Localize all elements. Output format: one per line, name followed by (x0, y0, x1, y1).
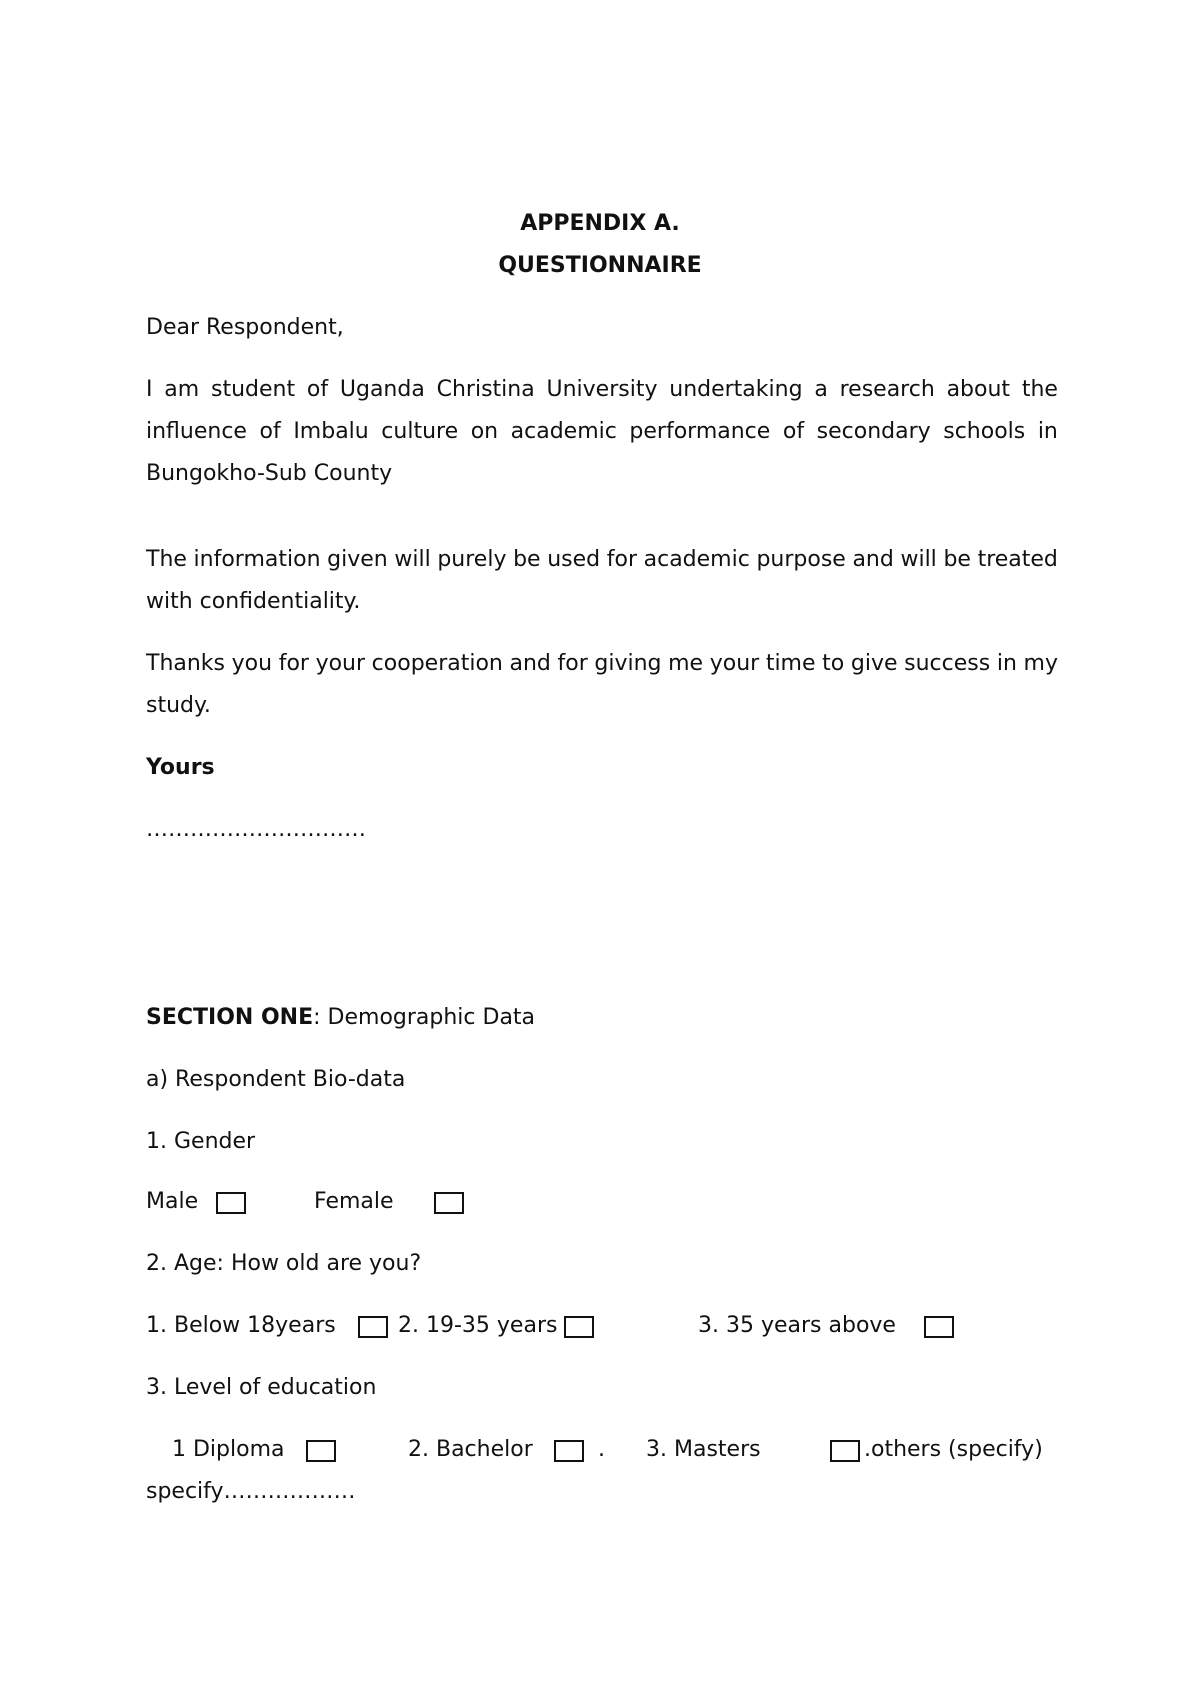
intro-line-2-word: on (470, 419, 499, 444)
info-line-1-word: purely (437, 547, 507, 572)
info-line-1-word: will (394, 547, 431, 572)
section-heading (146, 1004, 535, 1032)
intro-line-2-word: of (259, 419, 281, 444)
thanks-line-2: study. (146, 693, 211, 718)
intro-line-3: Bungokho-Sub County (146, 461, 393, 486)
signature-line: ………………………… (146, 817, 366, 842)
age-question: 2. Age: How old are you? (146, 1251, 422, 1276)
info-line-1-word: purpose (756, 547, 846, 572)
info-line-1-word: The (146, 547, 187, 572)
gender-option-female-label: Female (314, 1189, 394, 1214)
intro-line-1-word: Uganda (339, 377, 425, 402)
thanks-line-1-word: give (850, 651, 898, 676)
thanks-line-1-word: in (996, 651, 1017, 676)
intro-line-2-word: influence (146, 419, 247, 444)
thanks-line-1-word: you (231, 651, 273, 676)
intro-line-1 (146, 376, 1058, 404)
intro-line-1-word: student (210, 377, 296, 402)
thanks-line-1-word: cooperation (371, 651, 503, 676)
age-option-1-label: 1. Below 18years (146, 1313, 336, 1338)
intro-line-2-word: Imbalu (293, 419, 369, 444)
education-specify-line: specify……………… (146, 1479, 356, 1504)
section-title: : Demographic Data (313, 1005, 536, 1030)
intro-line-1-word: of (306, 377, 329, 402)
intro-line-2-word: in (1037, 419, 1058, 444)
age-below-18-checkbox[interactable] (358, 1316, 388, 1338)
intro-line-1-word: University (546, 377, 658, 402)
intro-line-1-word: research (839, 377, 935, 402)
education-masters-checkbox[interactable] (830, 1440, 860, 1462)
intro-line-2-word: schools (943, 419, 1026, 444)
intro-line-2-word: academic (510, 419, 617, 444)
info-line-1-word: treated (977, 547, 1058, 572)
education-diploma-checkbox[interactable] (306, 1440, 336, 1462)
intro-line-1-word: about (946, 377, 1011, 402)
education-option-others-label: .others (specify) (864, 1437, 1043, 1462)
info-line-1-word: will (900, 547, 937, 572)
thanks-line-1-word: for (557, 651, 588, 676)
thanks-line-1-word: success (904, 651, 991, 676)
gender-female-checkbox[interactable] (434, 1192, 464, 1214)
intro-line-2-word: culture (381, 419, 459, 444)
thanks-line-1-word: my (1023, 651, 1058, 676)
thanks-line-1-word: your (709, 651, 760, 676)
info-line-2: with confidentiality. (146, 589, 361, 614)
thanks-line-1-word: your (315, 651, 366, 676)
intro-line-2 (146, 418, 1058, 446)
education-separator-dot: . (598, 1437, 605, 1462)
intro-line-1-word: I (146, 377, 153, 402)
questionnaire-title: QUESTIONNAIRE (498, 253, 702, 278)
appendix-title: APPENDIX A. (520, 211, 680, 236)
intro-line-2-word: performance (629, 419, 771, 444)
age-35-above-checkbox[interactable] (924, 1316, 954, 1338)
thanks-line-1-word: time (765, 651, 816, 676)
intro-line-2-word: of (782, 419, 805, 444)
thanks-line-1-word: and (509, 651, 551, 676)
info-line-1-word: be (943, 547, 971, 572)
education-question: 3. Level of education (146, 1375, 377, 1400)
intro-line-1-word: undertaking (669, 377, 803, 402)
thanks-line-1-word: giving (594, 651, 662, 676)
thanks-line-1 (146, 650, 1058, 678)
closing-yours: Yours (146, 755, 215, 780)
salutation: Dear Respondent, (146, 315, 344, 340)
info-line-1-word: academic (643, 547, 750, 572)
education-option-masters-label: 3. Masters (646, 1437, 761, 1462)
gender-option-male-label: Male (146, 1189, 199, 1214)
info-line-1-word: be (513, 547, 541, 572)
thanks-line-1-word: for (278, 651, 309, 676)
education-bachelor-checkbox[interactable] (554, 1440, 584, 1462)
thanks-line-1-word: to (822, 651, 845, 676)
intro-line-1-word: the (1021, 377, 1058, 402)
education-option-bachelor-label: 2. Bachelor (408, 1437, 533, 1462)
gender-male-checkbox[interactable] (216, 1192, 246, 1214)
education-option-diploma-label: 1 Diploma (172, 1437, 285, 1462)
bio-data-heading: a) Respondent Bio-data (146, 1067, 406, 1092)
intro-line-1-word: Christina (436, 377, 535, 402)
info-line-1-word: and (852, 547, 894, 572)
age-option-3-label: 3. 35 years above (698, 1313, 896, 1338)
intro-line-1-word: a (814, 377, 828, 402)
info-line-1-word: used (547, 547, 601, 572)
gender-question: 1. Gender (146, 1129, 256, 1154)
age-option-2-label: 2. 19-35 years (398, 1313, 558, 1338)
thanks-line-1-word: me (668, 651, 704, 676)
age-19-35-checkbox[interactable] (564, 1316, 594, 1338)
intro-line-1-word: am (164, 377, 200, 402)
intro-line-2-word: secondary (816, 419, 931, 444)
info-line-1-word: information (193, 547, 321, 572)
section-label: SECTION ONE (146, 1005, 314, 1030)
thanks-line-1-word: Thanks (146, 651, 226, 676)
info-line-1-word: given (327, 547, 388, 572)
info-line-1 (146, 546, 1058, 574)
info-line-1-word: for (606, 547, 637, 572)
